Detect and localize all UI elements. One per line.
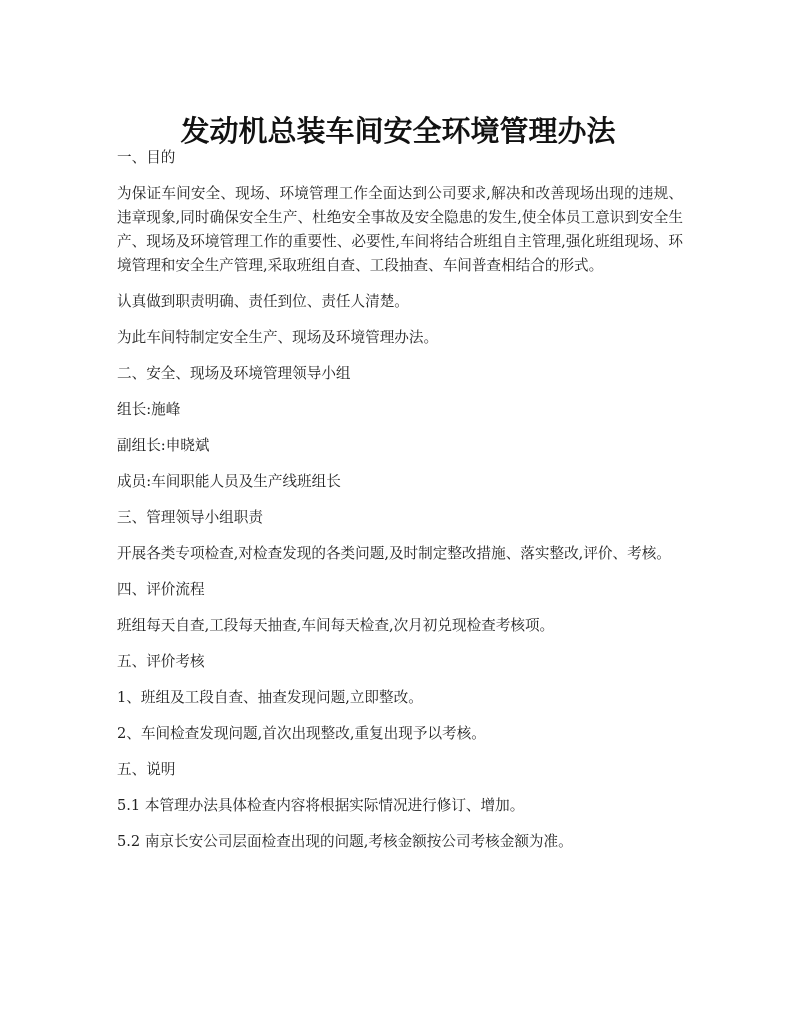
paragraph-note-5-2: 5.2 南京长安公司层面检查出现的问题,考核金额按公司考核金额为准。 (117, 833, 573, 850)
document-body (117, 146, 683, 854)
section-heading-purpose: 一、目的 (117, 149, 176, 166)
section-heading-notes: 五、说明 (117, 761, 176, 778)
paragraph-note-5-1: 5.1 本管理办法具体检查内容将根据实际情况进行修订、增加。 (117, 797, 525, 814)
section-heading-evaluation-assessment: 五、评价考核 (117, 653, 205, 670)
section-heading-leadership-group: 二、安全、现场及环境管理领导小组 (117, 365, 351, 382)
section-heading-evaluation-process: 四、评价流程 (117, 581, 205, 598)
paragraph-deputy-leader: 副组长:申晓斌 (117, 437, 210, 454)
paragraph-assessment-item-2: 2、车间检查发现问题,首次出现整改,重复出现予以考核。 (117, 725, 486, 742)
paragraph-purpose-text: 为保证车间安全、现场、环境管理工作全面达到公司要求,解决和改善现场出现的违规、违章现象,同时确保安全生产、杜绝安全事故及安全隐患的发生,使全体员工意识到安全生产、现场及环境管理工作的重要性、必要性,车间将结合班组自主管理,强化班组现场、环境管理和安全生产管理,采取班组自查、工段抽查、车间普查相结合的形式。 (117, 185, 683, 274)
section-heading-duties: 三、管理领导小组职责 (117, 509, 263, 526)
paragraph-group-leader: 组长:施峰 (117, 401, 181, 418)
paragraph-members: 成员:车间职能人员及生产线班组长 (117, 473, 341, 490)
paragraph-responsibility: 认真做到职责明确、责任到位、责任人清楚。 (117, 293, 409, 310)
paragraph-evaluation-process-text: 班组每天自查,工段每天抽查,车间每天检查,次月初兑现检查考核项。 (117, 617, 555, 634)
paragraph-assessment-item-1: 1、班组及工段自查、抽查发现问题,立即整改。 (117, 689, 423, 706)
paragraph-policy-statement: 为此车间特制定安全生产、现场及环境管理办法。 (117, 329, 439, 346)
paragraph-duties-text: 开展各类专项检查,对检查发现的各类问题,及时制定整改措施、落实整改,评价、考核。 (117, 545, 671, 562)
document-title: 发动机总装车间安全环境管理办法 (180, 114, 616, 149)
